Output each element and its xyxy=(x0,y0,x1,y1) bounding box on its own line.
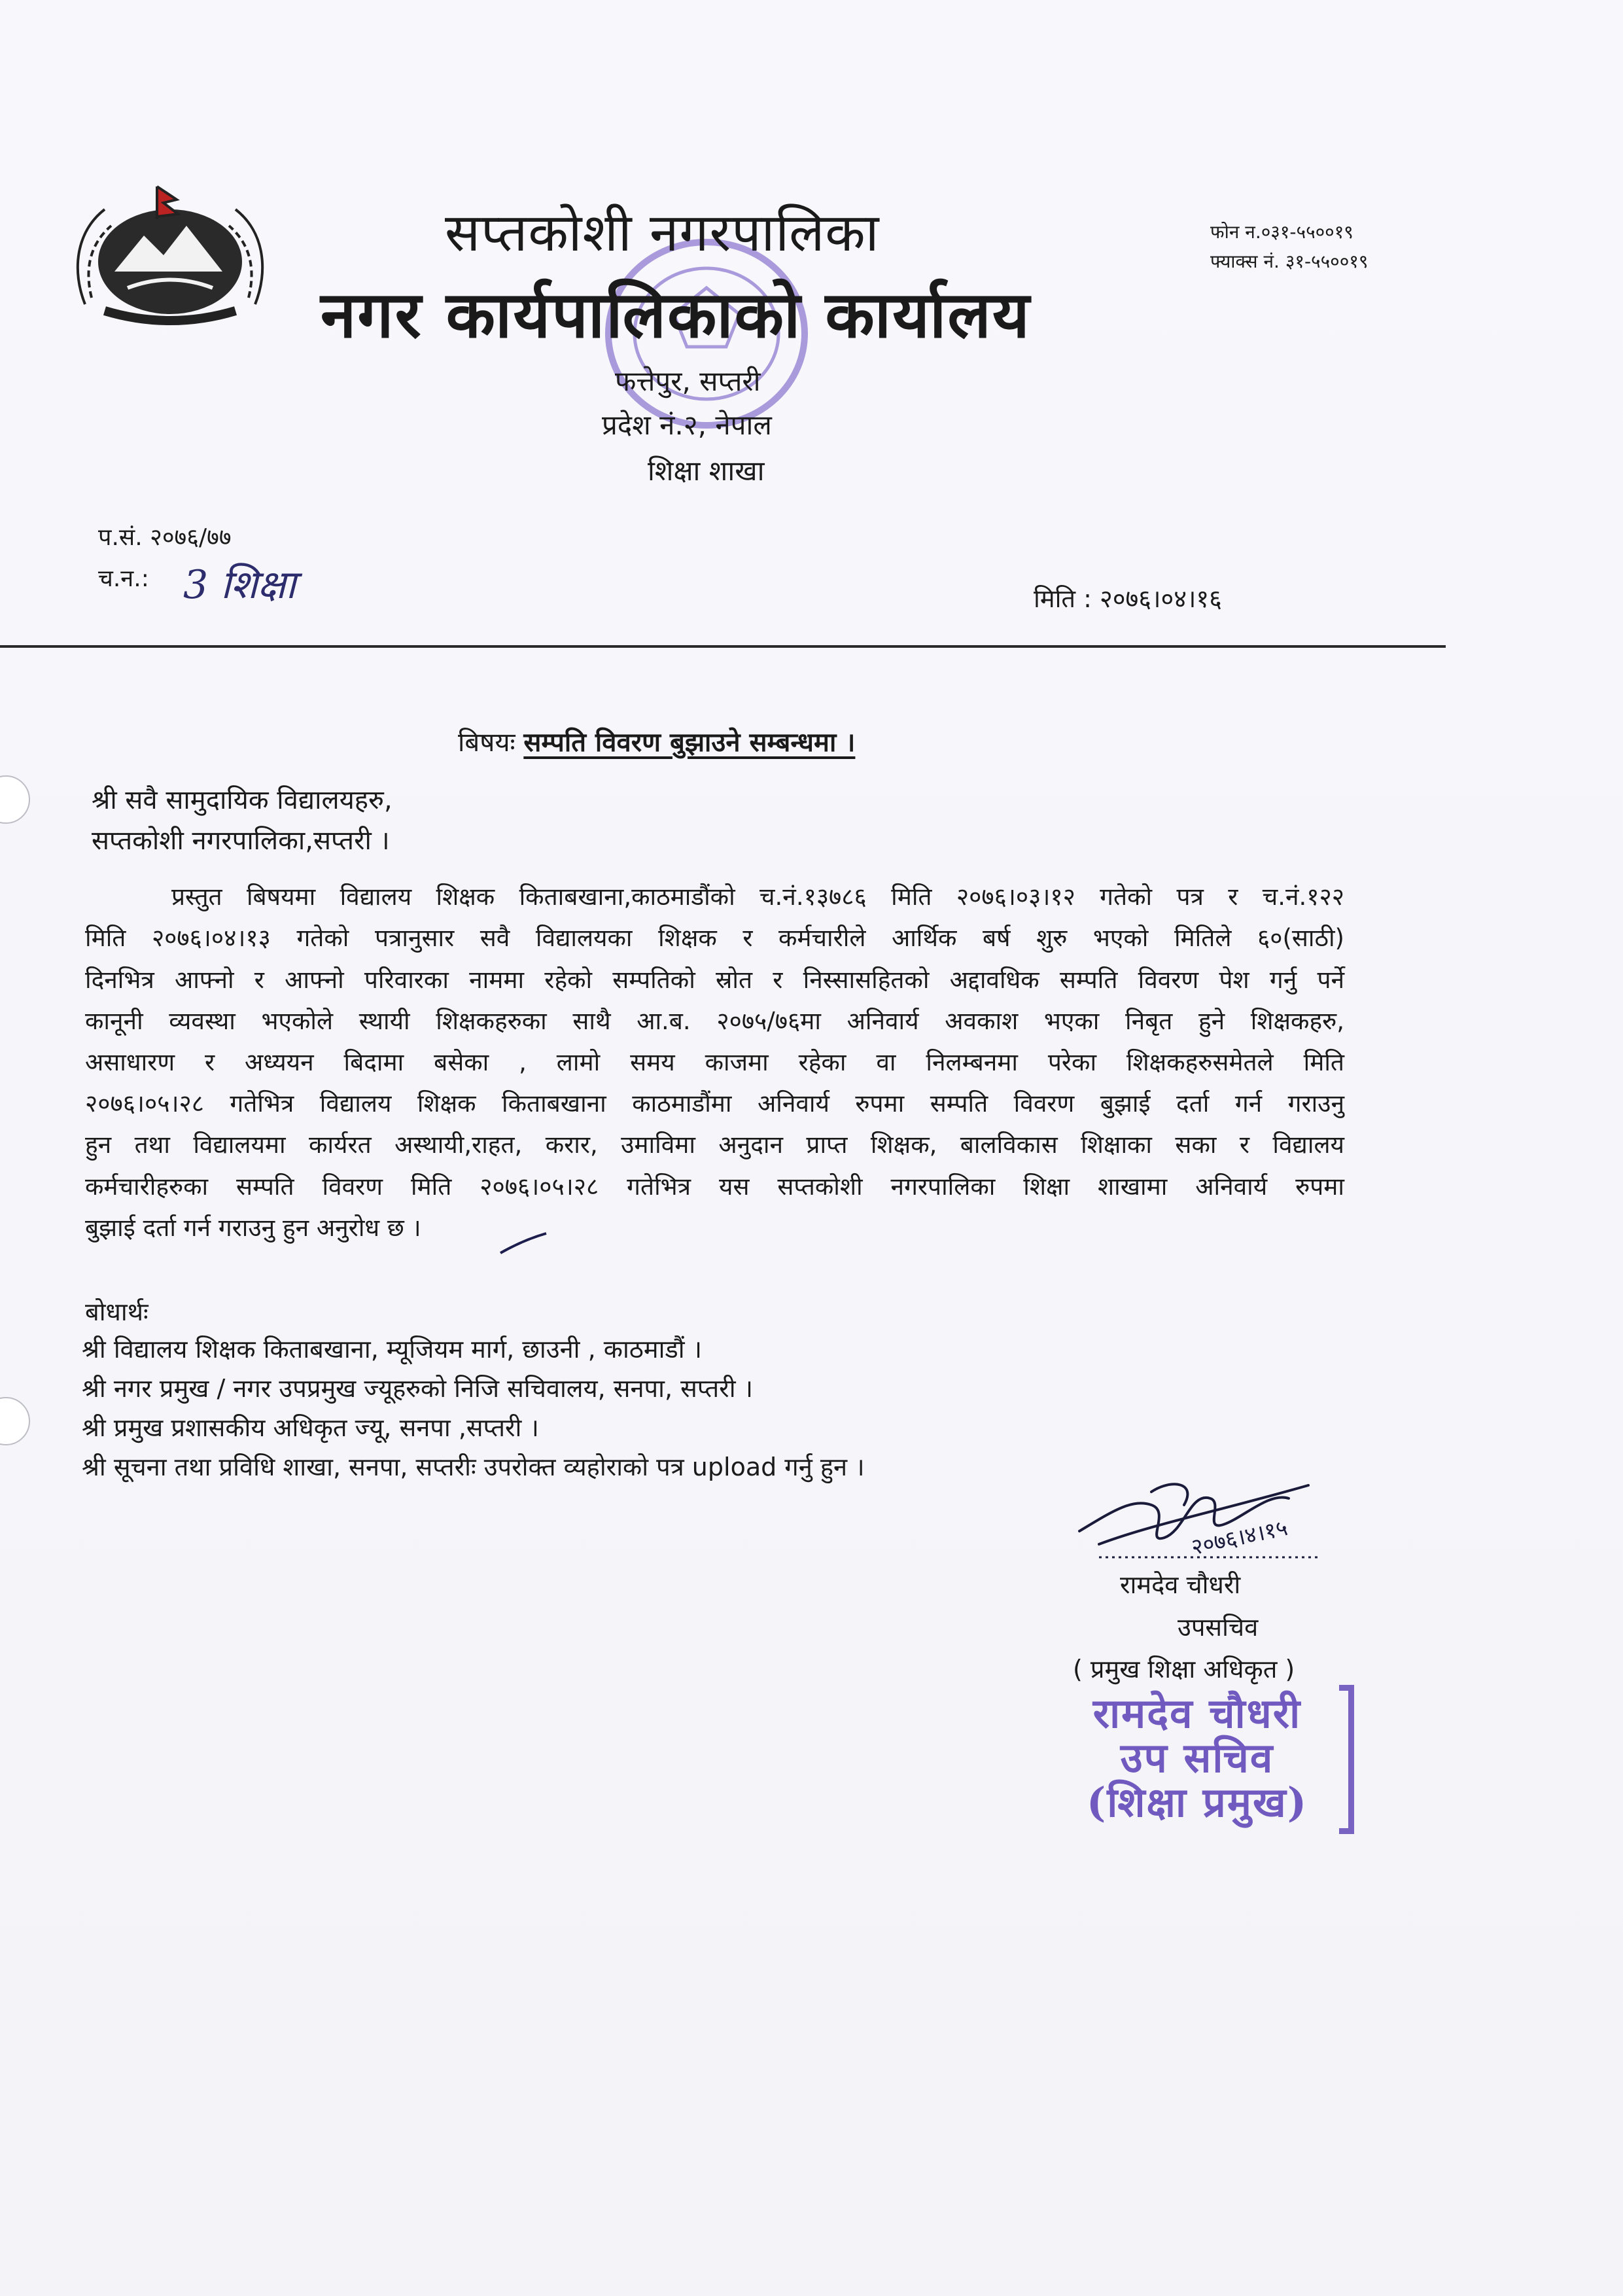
stamp-line: उप सचिव xyxy=(1120,1734,1274,1782)
cc-item: श्री नगर प्रमुख / नगर उपप्रमुख ज्यूहरुको निजि सचिवालय, सनपा, सप्तरी । xyxy=(82,1374,754,1403)
body-line: कर्मचारीहरुका सम्पति विवरण मिति २०७६।०५।२८ गतेभित्र यस सप्तकोशी नगरपालिका शिक्षा शाखामा अनिवार्य रुपमा xyxy=(85,1173,1344,1201)
municipality-name: सप्तकोशी नगरपालिका xyxy=(445,202,880,263)
dispatch-number-handwritten: 3 शिक्षा xyxy=(183,562,296,608)
cc-item: श्री सूचना तथा प्रविधि शाखा, सनपा, सप्तरीः उपरोक्त व्यहोराको पत्र upload गर्नु हुन । xyxy=(82,1453,865,1481)
fax-number: फ्याक्स नं. ३१-५५००१९ xyxy=(1210,251,1369,272)
officer-stamp xyxy=(1060,1685,1354,1826)
signatory-name: रामदेव चौधरी xyxy=(1120,1570,1241,1599)
stamp-line: (शिक्षा प्रमुख) xyxy=(1086,1778,1308,1826)
cc-heading: बोधार्थः xyxy=(85,1298,148,1326)
body-line: प्रस्तुत बिषयमा विद्यालय शिक्षक किताबखाना,काठमाडौंको च.नं.१३७८६ मिति २०७६।०३।१२ गतेको पत्र र च.नं.१२२ xyxy=(171,883,1344,911)
punch-hole xyxy=(0,1397,30,1445)
letter-date: मिति : २०७६।०४।१६ xyxy=(1034,584,1222,613)
body-line: कानूनी व्यवस्था भएकोले स्थायी शिक्षकहरुका साथै आ.ब. २०७५/७६मा अनिवार्य अवकाश भएका निबृत हुने शिक्षकहरु, xyxy=(85,1007,1344,1035)
dispatch-label: च.न.: xyxy=(98,565,149,592)
body-line: असाधारण र अध्ययन बिदामा बसेका , लामो समय काजमा रहेका वा निलम्बनमा परेका शिक्षकहरुसमेतले मिति xyxy=(85,1048,1344,1076)
section-name: शिक्षा शाखा xyxy=(648,455,765,487)
signatory-title: उपसचिव xyxy=(1178,1613,1259,1642)
stamp-bracket xyxy=(1339,1685,1354,1834)
office-name: नगर कार्यपालिकाको कार्यालय xyxy=(321,278,1031,353)
header-divider xyxy=(0,645,1446,648)
body-line: दिनभित्र आफ्नो र आफ्नो परिवारका नाममा रहेको सम्पतिको स्रोत र निस्सासहितको अद्दावधिक सम्पति विवरण पेश गर्नु पर्ने xyxy=(85,966,1344,994)
address-province: प्रदेश नं.२, नेपाल xyxy=(602,409,772,441)
phone-number: फोन न.०३१-५५००१९ xyxy=(1210,221,1353,243)
cc-item: श्री प्रमुख प्रशासकीय अधिकृत ज्यू, सनपा ,सप्तरी । xyxy=(82,1413,539,1442)
body-line: हुन तथा विद्यालयमा कार्यरत अस्थायी,राहत, करार, उमाविमा अनुदान प्राप्त शिक्षक, बालविकास शिक्षाका सका र विद्यालय xyxy=(85,1131,1344,1159)
address-city: फत्तेपुर, सप्तरी xyxy=(615,365,761,397)
body-line: बुझाई दर्ता गर्न गराउनु हुन अनुरोध छ । xyxy=(85,1214,421,1242)
body-line: २०७६।०५।२८ गतेभित्र विद्यालय शिक्षक किताबखाना काठमाडौंमा अनिवार्य रुपमा सम्पति विवरण बुझाई दर्ता गर्न गराउनु xyxy=(85,1089,1344,1118)
subject-text: सम्पति विवरण बुझाउने सम्बन्धमा । xyxy=(523,728,856,758)
signatory-post: ( प्रमुख शिक्षा अधिकृत ) xyxy=(1073,1655,1295,1684)
addressee-line: श्री सवै सामुदायिक विद्यालयहरु, xyxy=(92,785,393,815)
addressee-line: सप्तकोशी नगरपालिका,सप्तरी । xyxy=(92,826,390,856)
signature-date: २०७६।४।१५ xyxy=(1189,1514,1290,1561)
nepal-government-emblem-icon xyxy=(65,173,275,330)
subject-label: बिषयः xyxy=(458,728,515,758)
pen-mark-icon xyxy=(497,1230,550,1256)
reference-number: प.सं. २०७६/७७ xyxy=(98,524,232,551)
signature-icon xyxy=(1073,1453,1400,1570)
punch-hole xyxy=(0,775,30,824)
body-line: मिति २०७६।०४।१३ गतेको पत्रानुसार सवै विद्यालयका शिक्षक र कर्मचारीले आर्थिक बर्ष शुरु भएको मितिले ६०(साठी) xyxy=(85,924,1344,952)
cc-item: श्री विद्यालय शिक्षक किताबखाना, म्यूजियम मार्ग, छाउनी , काठमाडौं । xyxy=(82,1335,703,1364)
stamp-line: रामदेव चौधरी xyxy=(1092,1689,1302,1737)
subject-line xyxy=(458,723,855,759)
